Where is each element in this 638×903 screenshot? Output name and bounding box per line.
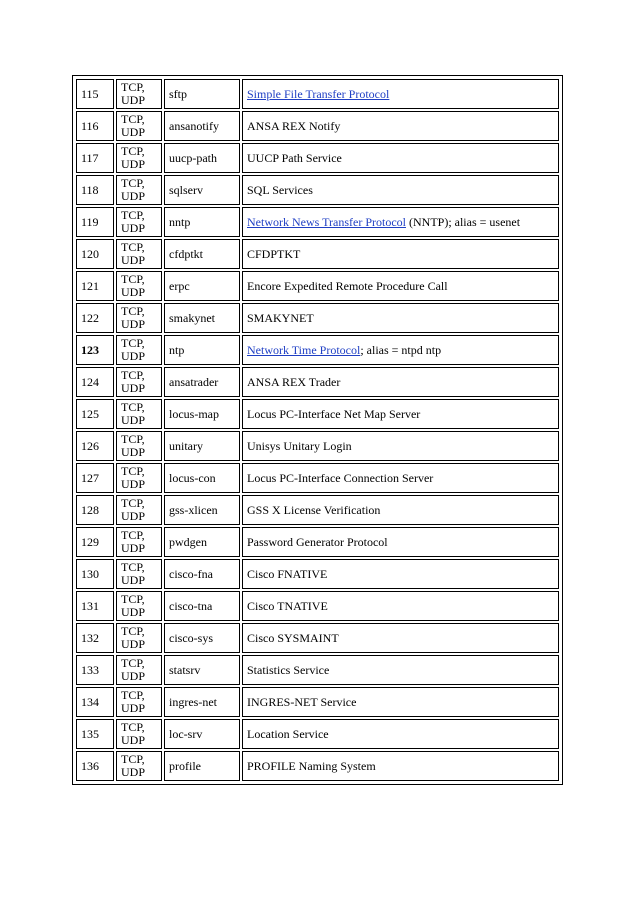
table-row	[76, 271, 559, 301]
protocol-cell	[116, 367, 162, 397]
port-number-cell	[76, 687, 114, 717]
port-number-cell	[76, 399, 114, 429]
port-number-cell	[76, 303, 114, 333]
service-name-cell	[164, 591, 240, 621]
port-number-cell	[76, 271, 114, 301]
protocol-udp: UDP	[121, 637, 146, 651]
protocol-udp: UDP	[121, 221, 146, 235]
description-cell	[242, 175, 559, 205]
port-number: 124	[81, 374, 99, 389]
protocol-cell	[116, 495, 162, 525]
description-text: Encore Expedited Remote Procedure Call	[247, 278, 448, 293]
description-text: Location Service	[247, 726, 329, 741]
protocol-udp: UDP	[121, 413, 146, 427]
description-cell	[242, 463, 559, 493]
service-name: sftp	[169, 86, 187, 101]
protocol-udp: UDP	[121, 445, 146, 459]
protocol-udp: UDP	[121, 381, 146, 395]
protocol-udp: UDP	[121, 509, 146, 523]
service-name-cell	[164, 207, 240, 237]
protocol-cell	[116, 79, 162, 109]
description-text: UUCP Path Service	[247, 150, 342, 165]
port-number: 118	[81, 182, 99, 197]
service-name-cell	[164, 559, 240, 589]
table-row	[76, 303, 559, 333]
description-text: ANSA REX Trader	[247, 374, 341, 389]
protocol-udp: UDP	[121, 765, 146, 779]
protocol-cell	[116, 303, 162, 333]
protocol-tcp: TCP,	[121, 496, 145, 510]
description-cell	[242, 399, 559, 429]
description-text: (NNTP); alias = usenet	[405, 214, 521, 229]
protocol-cell	[116, 335, 162, 365]
description-cell	[242, 143, 559, 173]
service-name: ansatrader	[169, 374, 219, 389]
port-number: 122	[81, 310, 99, 325]
description-text: Locus PC-Interface Connection Server	[247, 470, 434, 485]
service-name-cell	[164, 335, 240, 365]
protocol-udp: UDP	[121, 573, 146, 587]
description-text: ANSA REX Notify	[247, 118, 341, 133]
port-number: 116	[81, 118, 99, 133]
description-text: INGRES-NET Service	[247, 694, 357, 709]
protocol-tcp: TCP,	[121, 720, 145, 734]
table-row	[76, 495, 559, 525]
service-name-cell	[164, 239, 240, 269]
description-cell	[242, 495, 559, 525]
service-name-cell	[164, 751, 240, 781]
service-name-cell	[164, 367, 240, 397]
protocol-cell	[116, 719, 162, 749]
protocol-cell	[116, 143, 162, 173]
description-cell	[242, 79, 559, 109]
protocol-tcp: TCP,	[121, 528, 145, 542]
protocol-tcp: TCP,	[121, 304, 145, 318]
description-cell	[242, 655, 559, 685]
service-name-cell	[164, 719, 240, 749]
description-text: ; alias = ntpd ntp	[360, 342, 442, 357]
protocol-tcp: TCP,	[121, 112, 145, 126]
description-text: Cisco SYSMAINT	[247, 630, 339, 645]
port-number: 127	[81, 470, 99, 485]
protocol-tcp: TCP,	[121, 592, 145, 606]
protocol-tcp: TCP,	[121, 176, 145, 190]
table-row	[76, 559, 559, 589]
protocol-cell	[116, 463, 162, 493]
description-link[interactable]: Simple File Transfer Protocol	[247, 86, 390, 101]
protocol-tcp: TCP,	[121, 432, 145, 446]
service-name: locus-con	[169, 470, 216, 485]
description-cell	[242, 239, 559, 269]
protocol-tcp: TCP,	[121, 272, 145, 286]
service-name: cisco-tna	[169, 598, 213, 613]
description-text: CFDPTKT	[247, 246, 301, 261]
description-cell	[242, 559, 559, 589]
service-name-cell	[164, 175, 240, 205]
protocol-udp: UDP	[121, 317, 146, 331]
service-name-cell	[164, 687, 240, 717]
protocol-udp: UDP	[121, 605, 146, 619]
service-name-cell	[164, 111, 240, 141]
port-number: 123	[81, 342, 99, 357]
protocol-tcp: TCP,	[121, 688, 145, 702]
description-text: Unisys Unitary Login	[247, 438, 352, 453]
protocol-cell	[116, 207, 162, 237]
description-text: PROFILE Naming System	[247, 758, 376, 773]
service-name: locus-map	[169, 406, 219, 421]
description-text: SQL Services	[247, 182, 313, 197]
port-number-cell	[76, 207, 114, 237]
port-number-cell	[76, 335, 114, 365]
table-row	[76, 239, 559, 269]
port-number: 132	[81, 630, 99, 645]
protocol-cell	[116, 751, 162, 781]
protocol-cell	[116, 239, 162, 269]
port-number: 115	[81, 86, 99, 101]
protocol-cell	[116, 559, 162, 589]
service-name-cell	[164, 143, 240, 173]
protocol-tcp: TCP,	[121, 208, 145, 222]
description-cell	[242, 719, 559, 749]
port-table-body	[76, 79, 559, 781]
port-number: 121	[81, 278, 99, 293]
service-name: loc-srv	[169, 726, 203, 741]
protocol-udp: UDP	[121, 733, 146, 747]
table-row	[76, 175, 559, 205]
protocol-udp: UDP	[121, 157, 146, 171]
service-name-cell	[164, 623, 240, 653]
description-cell	[242, 591, 559, 621]
port-number-cell	[76, 655, 114, 685]
table-row	[76, 399, 559, 429]
port-number-cell	[76, 751, 114, 781]
service-name: pwdgen	[169, 534, 207, 549]
service-name: profile	[169, 758, 201, 773]
table-row	[76, 623, 559, 653]
protocol-udp: UDP	[121, 349, 146, 363]
protocol-udp: UDP	[121, 285, 146, 299]
service-name-cell	[164, 463, 240, 493]
table-row	[76, 527, 559, 557]
service-name: ansanotify	[169, 118, 219, 133]
protocol-cell	[116, 623, 162, 653]
port-number-cell	[76, 623, 114, 653]
protocol-tcp: TCP,	[121, 144, 145, 158]
protocol-tcp: TCP,	[121, 336, 145, 350]
description-text: Password Generator Protocol	[247, 534, 388, 549]
protocol-cell	[116, 687, 162, 717]
port-number-cell	[76, 527, 114, 557]
description-cell	[242, 367, 559, 397]
service-name: erpc	[169, 278, 190, 293]
service-name-cell	[164, 655, 240, 685]
description-link[interactable]: Network News Transfer Protocol	[247, 214, 406, 229]
protocol-tcp: TCP,	[121, 400, 145, 414]
protocol-tcp: TCP,	[121, 656, 145, 670]
description-cell	[242, 303, 559, 333]
port-number: 135	[81, 726, 99, 741]
description-text: GSS X License Verification	[247, 502, 381, 517]
port-number-cell	[76, 143, 114, 173]
service-name: ingres-net	[169, 694, 217, 709]
protocol-cell	[116, 655, 162, 685]
service-name-cell	[164, 431, 240, 461]
protocol-tcp: TCP,	[121, 80, 145, 94]
port-number: 134	[81, 694, 99, 709]
protocol-udp: UDP	[121, 669, 146, 683]
description-text: Cisco TNATIVE	[247, 598, 328, 613]
table-row	[76, 591, 559, 621]
port-number: 136	[81, 758, 99, 773]
service-name: sqlserv	[169, 182, 203, 197]
table-row	[76, 751, 559, 781]
port-number-cell	[76, 559, 114, 589]
protocol-udp: UDP	[121, 93, 146, 107]
service-name: ntp	[169, 342, 185, 357]
protocol-tcp: TCP,	[121, 464, 145, 478]
port-number-cell	[76, 591, 114, 621]
service-name: nntp	[169, 214, 191, 229]
port-number-cell	[76, 463, 114, 493]
table-row	[76, 463, 559, 493]
port-number-cell	[76, 239, 114, 269]
description-cell	[242, 271, 559, 301]
protocol-cell	[116, 591, 162, 621]
description-cell	[242, 111, 559, 141]
table-row	[76, 207, 559, 237]
service-name-cell	[164, 303, 240, 333]
description-link[interactable]: Network Time Protocol	[247, 342, 361, 357]
protocol-cell	[116, 527, 162, 557]
protocol-udp: UDP	[121, 253, 146, 267]
service-name: cisco-sys	[169, 630, 213, 645]
service-name: uucp-path	[169, 150, 217, 165]
description-text: Statistics Service	[247, 662, 330, 677]
port-number: 120	[81, 246, 99, 261]
service-name-cell	[164, 79, 240, 109]
service-name-cell	[164, 271, 240, 301]
description-cell	[242, 335, 559, 365]
description-text: SMAKYNET	[247, 310, 314, 325]
port-number-cell	[76, 719, 114, 749]
port-number-cell	[76, 495, 114, 525]
description-cell	[242, 751, 559, 781]
port-number-cell	[76, 111, 114, 141]
description-cell	[242, 687, 559, 717]
port-number-cell	[76, 175, 114, 205]
protocol-udp: UDP	[121, 125, 146, 139]
port-number-cell	[76, 367, 114, 397]
table-row	[76, 655, 559, 685]
service-name: cisco-fna	[169, 566, 213, 581]
table-row	[76, 367, 559, 397]
description-cell	[242, 527, 559, 557]
port-number: 125	[81, 406, 99, 421]
table-row	[76, 687, 559, 717]
port-number: 131	[81, 598, 99, 613]
protocol-udp: UDP	[121, 477, 146, 491]
protocol-tcp: TCP,	[121, 560, 145, 574]
protocol-cell	[116, 431, 162, 461]
port-number: 129	[81, 534, 99, 549]
service-name: smakynet	[169, 310, 215, 325]
protocol-tcp: TCP,	[121, 368, 145, 382]
service-name-cell	[164, 399, 240, 429]
protocol-udp: UDP	[121, 541, 146, 555]
table-row	[76, 143, 559, 173]
port-number: 133	[81, 662, 99, 677]
service-name: unitary	[169, 438, 203, 453]
protocol-cell	[116, 111, 162, 141]
protocol-udp: UDP	[121, 189, 146, 203]
description-cell	[242, 207, 559, 237]
service-name-cell	[164, 527, 240, 557]
port-number-cell	[76, 79, 114, 109]
protocol-tcp: TCP,	[121, 752, 145, 766]
service-name: statsrv	[169, 662, 201, 677]
description-cell	[242, 623, 559, 653]
table-row	[76, 79, 559, 109]
port-number: 117	[81, 150, 99, 165]
port-number: 128	[81, 502, 99, 517]
service-name: gss-xlicen	[169, 502, 218, 517]
table-row	[76, 431, 559, 461]
protocol-tcp: TCP,	[121, 624, 145, 638]
protocol-udp: UDP	[121, 701, 146, 715]
description-cell	[242, 431, 559, 461]
table-row	[76, 719, 559, 749]
protocol-cell	[116, 175, 162, 205]
port-number: 119	[81, 214, 99, 229]
port-table	[74, 77, 561, 783]
table-row	[76, 111, 559, 141]
service-name-cell	[164, 495, 240, 525]
service-name: cfdptkt	[169, 246, 203, 261]
port-number-cell	[76, 431, 114, 461]
protocol-tcp: TCP,	[121, 240, 145, 254]
port-table-frame	[72, 75, 563, 785]
protocol-cell	[116, 271, 162, 301]
port-number: 130	[81, 566, 99, 581]
description-text: Locus PC-Interface Net Map Server	[247, 406, 421, 421]
protocol-cell	[116, 399, 162, 429]
description-text: Cisco FNATIVE	[247, 566, 328, 581]
table-row	[76, 335, 559, 365]
port-number: 126	[81, 438, 99, 453]
